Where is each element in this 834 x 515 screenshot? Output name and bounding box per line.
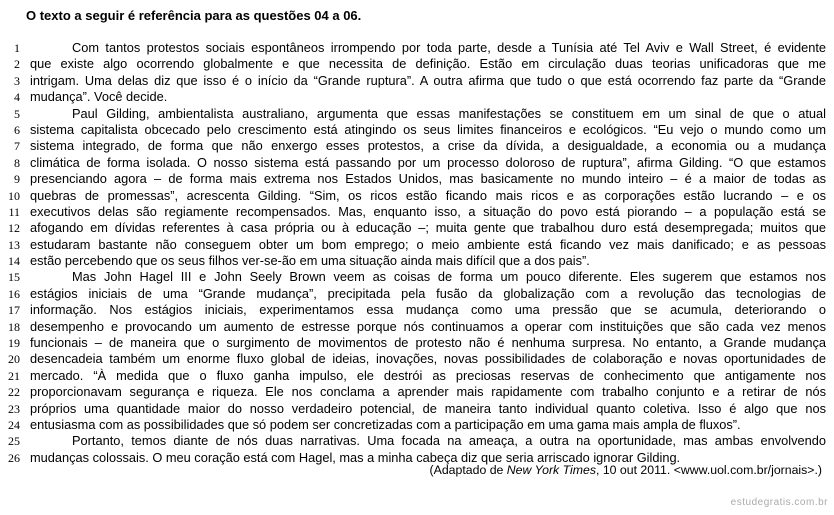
line-number: 24 [8,417,20,432]
line-number: 20 [8,352,20,367]
line-text: Mas John Hagel III e John Seely Brown veem as coisas de forma um pouco diferente. Eles sugerem que estamos nos [72,269,826,285]
line-number: 10 [8,188,20,203]
line-number: 17 [8,303,20,318]
line-number: 13 [8,237,20,252]
line-number: 12 [8,221,20,236]
line-text: mercado. “À medida que o fluxo ganha impulso, ele destrói as preciosas reservas de conhecimento que antigamente nos [30,367,826,383]
text-line [0,106,834,122]
section-heading: O texto a seguir é referência para as questões 04 a 06. [26,8,362,23]
line-text: próprios uma quantidade maior do nosso verdadeiro potencial, de maneira tanto individual quanto coletiva. Isso é algo que nos [30,400,826,416]
line-text: sistema integrado, de forma que não enxergo esses protestos, a crise da dívida, a desigualdade, a economia ou a mudança [30,138,826,154]
line-text: estágios iniciais de uma “Grande mudança”, precipitada pela fusão da globalização com a revolução das tecnologias de [30,285,826,301]
line-text: entusiasma com as possibilidades que só podem ser concretizadas com a participação em uma gama mais ampla de fluxos”. [30,416,741,432]
line-text: Portanto, temos diante de nós duas narrativas. Uma focada na ameaça, a outra na oportunidade, mas ambas envolvendo [72,433,826,449]
line-text: Com tantos protestos sociais espontâneos irrompendo por toda parte, desde a Tunísia até Tel Aviv e Wall Street, é evidente [72,40,826,55]
text-line [0,417,834,433]
line-text: mudanças colossais. O meu coração está com Hagel, mas a minha cabeça diz que seria arriscado ignorar Gilding. [30,449,681,465]
line-number: 16 [8,286,20,301]
line-number: 19 [8,336,20,351]
text-line [0,171,834,187]
text-line [0,40,834,56]
text-line [0,155,834,171]
line-number: 21 [8,368,20,383]
text-line [0,89,834,105]
line-number: 22 [8,385,20,400]
source-publication: New York Times [506,463,596,477]
text-line [0,73,834,89]
text-line [0,253,834,269]
text-line [0,319,834,335]
source-prefix: (Adaptado de [429,463,507,477]
line-text: estão percebendo que os seus filhos ver-se-ão em uma situação ainda mais difícil que a dos pais”. [30,253,590,269]
line-text: sistema capitalista obcecado pelo crescimento está atingindo os seus limites financeiros e ecológicos. “Eu vejo o mundo como um [30,121,826,137]
source-suffix: , 10 out 2011. <www.uol.com.br/jornais>.) [595,463,822,477]
line-number: 5 [14,106,20,121]
text-line [0,286,834,302]
line-number: 23 [8,401,20,416]
line-number: 6 [14,122,20,137]
line-text: presenciando agora – de forma mais extrema nos Estados Unidos, mas basicamente no mundo inteiro – é a maior de todas as [30,171,826,187]
line-text: climática de forma isolada. O nosso sistema está passando por um processo doloroso de ruptura”, afirma Gilding. “O que estamos [30,154,826,170]
text-line [0,56,834,72]
text-line [0,122,834,138]
line-number: 18 [8,319,20,334]
line-text: desencadeia também um enorme fluxo global de ideias, inovações, novas possibilidades de colaboração e novas oportunidades de [30,351,826,367]
line-text: Paul Gilding, ambientalista australiano, argumenta que essas manifestações se constituem em um sinal de que o atual [72,105,826,121]
line-text: proporcionavam segurança e riqueza. Ele nos conclama a aprender mais rapidamente com trabalho conjunto e a retirar de nós [30,384,826,400]
text-line [0,188,834,204]
text-line [0,384,834,400]
line-number: 9 [14,172,20,187]
line-text: informação. Nos estágios iniciais, experimentamos essa mudança como uma pressão que se acumula, deteriorando o [30,302,826,318]
text-line [0,335,834,351]
line-number: 15 [8,270,20,285]
text-line [0,433,834,449]
text-line [0,401,834,417]
line-text: intrigam. Uma delas diz que isso é o início da “Grande ruptura”. A outra afirma que tudo o que está ocorrendo faz parte da “Grande [30,72,826,88]
text-line [0,220,834,236]
text-line [0,237,834,253]
line-number: 2 [14,57,20,72]
text-line [0,351,834,367]
text-line [0,368,834,384]
line-number: 4 [14,90,20,105]
line-text: desempenho e provocando um aumento de estresse porque nós continuamos a operar com instituições que são cada vez menos [30,318,826,334]
line-text: quebras de promessas”, acrescenta Gilding. “Sim, os ricos estão ficando mais ricos e as corporações estão lucrando – e os [30,187,826,203]
site-watermark: estudegratis.com.br [730,497,828,508]
text-line [0,138,834,154]
line-number: 7 [14,139,20,154]
line-text: afogando em dívidas referentes à casa própria ou à educação –; muita gente que trabalhou duro está desempregada; muitos que [30,220,826,236]
text-line [0,269,834,285]
source-citation [430,463,822,477]
text-line [0,302,834,318]
line-number: 3 [14,73,20,88]
line-number: 8 [14,155,20,170]
line-text: executivos delas são regiamente recompensados. Mas, enquanto isso, a situação do povo está piorando – a população está se [30,203,826,219]
line-text: que existe algo ocorrendo globalmente e que necessita de definição. Estão em circulação duas teorias unificadoras que me [30,56,826,72]
line-text: mudança”. Você decide. [30,89,168,105]
text-line [0,204,834,220]
line-number: 26 [8,450,20,465]
line-text: funcionais – de maneira que o surgimento de movimentos de protesto não é nenhuma surpresa. No entanto, a Grande mudança [30,335,826,351]
line-text: estudaram bastante não conseguem obter um bom emprego; o meio ambiente está ficando vez mais danificado; e as pessoas [30,236,826,252]
numbered-text-body [0,40,834,466]
line-number: 25 [8,434,20,449]
line-number: 11 [8,204,20,219]
line-number: 1 [14,41,20,55]
line-number: 14 [8,254,20,269]
